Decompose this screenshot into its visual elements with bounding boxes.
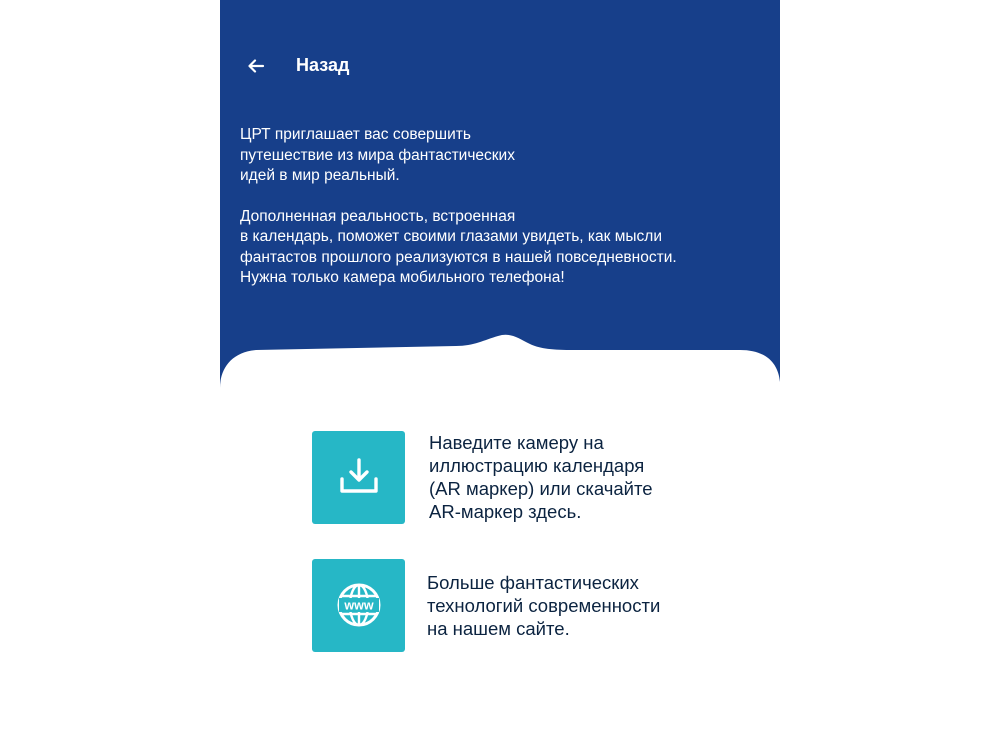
download-marker-button[interactable]: [312, 431, 405, 524]
app-screen: [220, 0, 780, 750]
www-globe-icon: [336, 582, 382, 628]
hero-curve-divider: [220, 330, 780, 410]
intro-text: [240, 125, 740, 309]
back-button[interactable]: [240, 50, 272, 82]
website-button[interactable]: [312, 559, 405, 652]
ar-marker-text: Наведите камеру на иллюстрацию календаря (AR маркер) или скачайте AR-маркер здесь.: [429, 432, 653, 522]
arrow-left-icon: [246, 56, 266, 76]
back-label[interactable]: Назад: [296, 55, 350, 75]
top-bar: [220, 40, 780, 90]
website-row: [312, 558, 732, 652]
ar-marker-row: [312, 430, 732, 524]
intro-paragraph-1: ЦРТ приглашает вас совершить путешествие из мира фантастических идей в мир реальный.: [240, 126, 515, 184]
intro-paragraph-2: Дополненная реальность, встроенная в календарь, поможет своими глазами увидеть, как мысли фантастов прошлого реализуются в нашей повседневности. Нужна только камера мобильного телефона!: [240, 207, 677, 286]
download-icon: [337, 457, 381, 497]
www-icon-label: www: [343, 598, 374, 613]
website-link-text[interactable]: Больше фантастических технологий современности на нашем сайте.: [427, 571, 661, 639]
